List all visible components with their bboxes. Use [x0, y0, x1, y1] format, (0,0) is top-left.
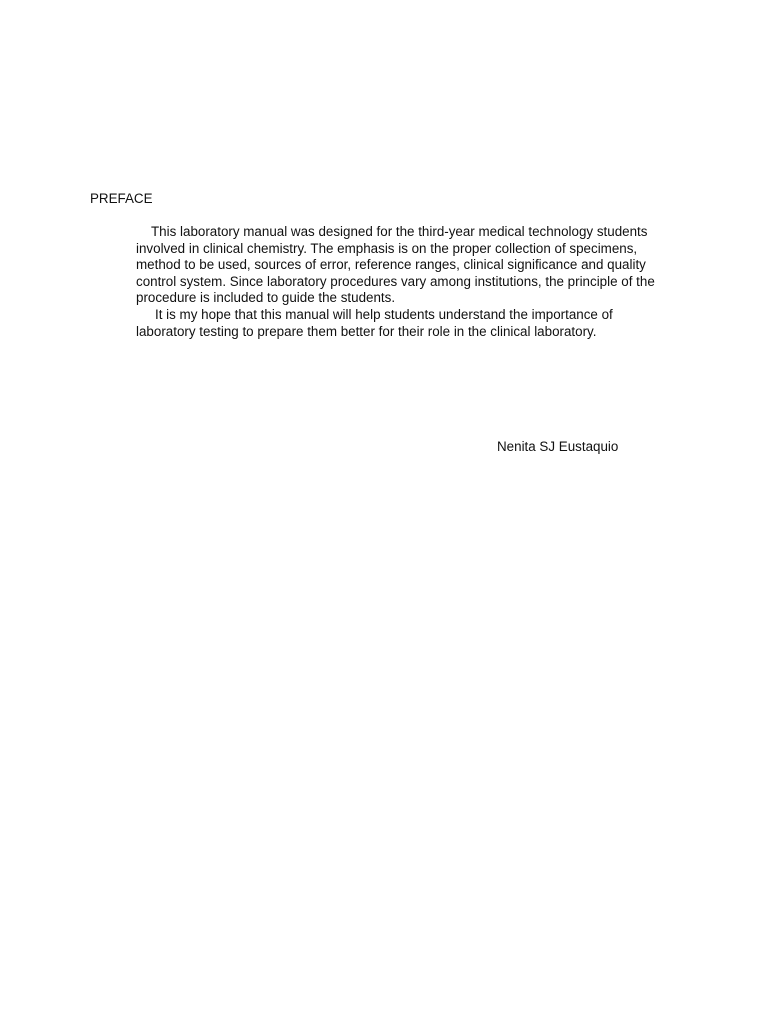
paragraph-2-line-2: laboratory testing to prepare them better for their role in the clinical laboratory. — [136, 323, 597, 339]
paragraph-1-line-5: procedure is included to guide the students. — [136, 290, 396, 306]
author-signature: Nenita SJ Eustaquio — [497, 439, 619, 454]
preface-body — [136, 224, 696, 340]
paragraph-1-line-1: This laboratory manual was designed for the third-year medical technology students — [151, 224, 648, 239]
preface-heading: PREFACE — [90, 191, 153, 206]
paragraph-1-line-3: method to be used, sources of error, reference ranges, clinical significance and quality — [136, 257, 646, 273]
paragraph-1-line-2: involved in clinical chemistry. The emphasis is on the proper collection of specimens, — [136, 240, 638, 256]
paragraph-2-line-1: It is my hope that this manual will help students understand the importance of — [155, 306, 613, 322]
paragraph-1-line-4: control system. Since laboratory procedures vary among institutions, the principle of the — [136, 273, 655, 289]
